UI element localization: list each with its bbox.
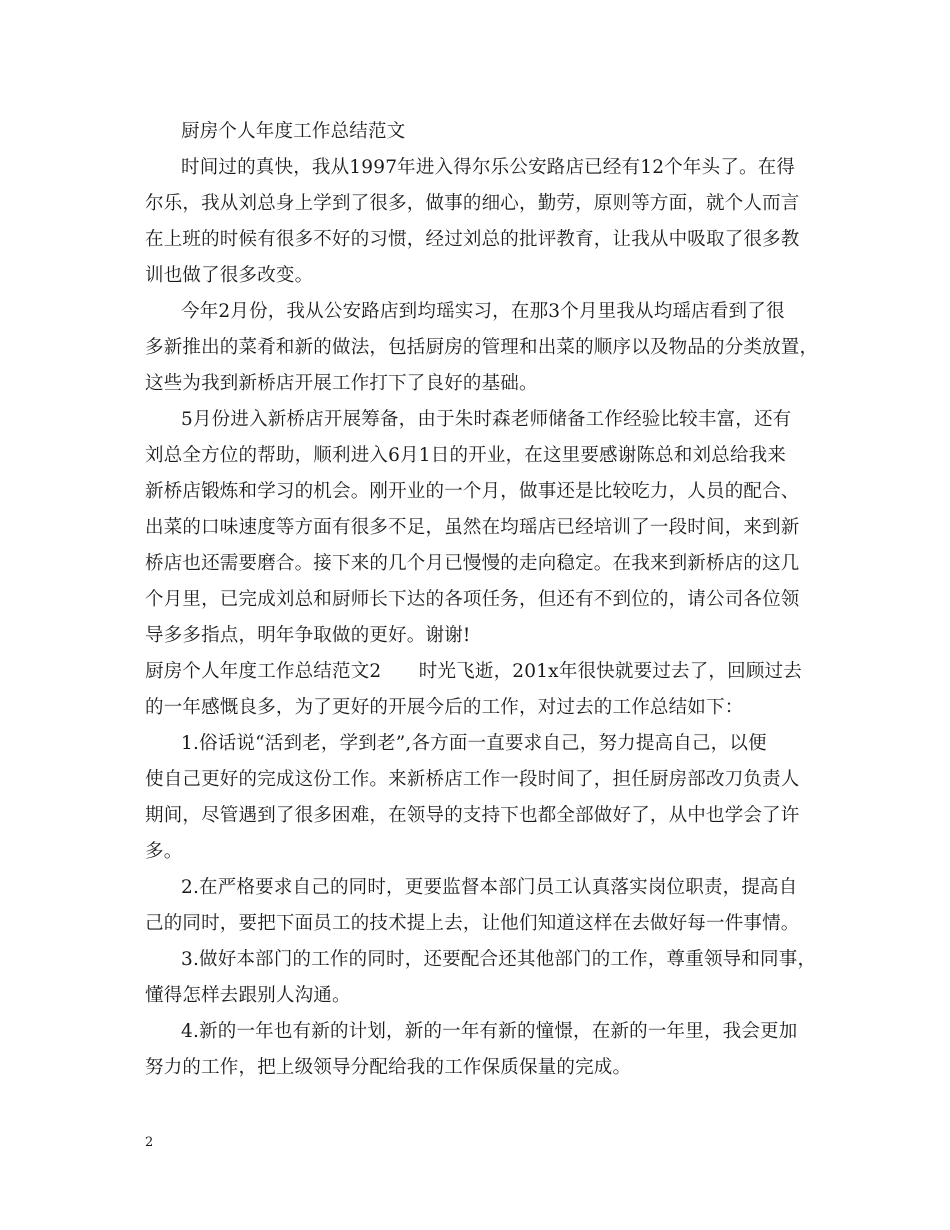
list-item-line: 多。 bbox=[145, 841, 183, 862]
list-item-line: 1.俗话说“活到老，学到老”,各方面一直要求自己，努力提高自己，以便 bbox=[181, 733, 767, 754]
list-item-line: 懂得怎样去跟别人沟通。 bbox=[145, 985, 351, 1006]
paragraph-line: 时间过的真快，我从1997年进入得尔乐公安路店已经有12个年头了。在得 bbox=[181, 157, 796, 178]
paragraph-line: 的一年感慨良多，为了更好的开展今后的工作，对过去的工作总结如下： bbox=[145, 697, 744, 718]
paragraph-line: 桥店也还需要磨合。接下来的几个月已慢慢的走向稳定。在我来到新桥店的这几 bbox=[145, 553, 800, 574]
paragraph-line: 刘总全方位的帮助，顺利进入6月1日的开业，在这里要感谢陈总和刘总给我来 bbox=[145, 445, 787, 466]
paragraph-line: 今年2月份，我从公安路店到均瑶实习，在那3个月里我从均瑶店看到了很 bbox=[181, 301, 785, 322]
paragraph-line: 个月里，已完成刘总和厨师长下达的各项任务，但还有不到位的，请公司各位领 bbox=[145, 589, 800, 610]
paragraph-line: 训也做了很多改变。 bbox=[145, 265, 314, 286]
list-item-line: 使自己更好的完成这份工作。来新桥店工作一段时间了，担任厨房部改刀负责人 bbox=[145, 769, 800, 790]
list-item-line: 2.在严格要求自己的同时，更要监督本部门员工认真落实岗位职责，提高自 bbox=[181, 877, 798, 898]
paragraph-line: 在上班的时候有很多不好的习惯，经过刘总的批评教育，让我从中吸取了很多教 bbox=[145, 229, 800, 250]
page-number: 2 bbox=[145, 1135, 154, 1150]
paragraph-line: 尔乐，我从刘总身上学到了很多，做事的细心，勤劳，原则等方面，就个人而言 bbox=[145, 193, 800, 214]
list-item-line: 期间，尽管遇到了很多困难，在领导的支持下也都全部做好了，从中也学会了许 bbox=[145, 805, 800, 826]
document-title: 厨房个人年度工作总结范文 bbox=[181, 121, 406, 142]
list-item-line: 努力的工作，把上级领导分配给我的工作保质保量的完成。 bbox=[145, 1057, 632, 1078]
list-item-line: 4.新的一年也有新的计划，新的一年有新的憧憬，在新的一年里，我会更加 bbox=[181, 1021, 798, 1042]
paragraph-line: 5月份进入新桥店开展筹备，由于朱时森老师储备工作经验比较丰富，还有 bbox=[181, 409, 792, 430]
paragraph-line: 新桥店锻炼和学习的机会。刚开业的一个月，做事还是比较吃力，人员的配合、 bbox=[145, 481, 800, 502]
paragraph-line: 导多多指点，明年争取做的更好。谢谢! bbox=[145, 625, 471, 646]
list-item-line: 己的同时，要把下面员工的技术提上去，让他们知道这样在去做好每一件事情。 bbox=[145, 913, 800, 934]
paragraph-line: 多新推出的菜肴和新的做法，包括厨房的管理和出菜的顺序以及物品的分类放置， bbox=[145, 337, 819, 358]
paragraph-line: 出菜的口味速度等方面有很多不足，虽然在均瑶店已经培训了一段时间，来到新 bbox=[145, 517, 800, 538]
list-item-line: 3.做好本部门的工作的同时，还要配合还其他部门的工作，尊重领导和同事， bbox=[181, 949, 817, 970]
section-heading-line: 厨房个人年度工作总结范文2 时光飞逝，201x年很快就要过去了，回顾过去 bbox=[145, 661, 802, 682]
paragraph-line: 这些为我到新桥店开展工作打下了良好的基础。 bbox=[145, 373, 538, 394]
